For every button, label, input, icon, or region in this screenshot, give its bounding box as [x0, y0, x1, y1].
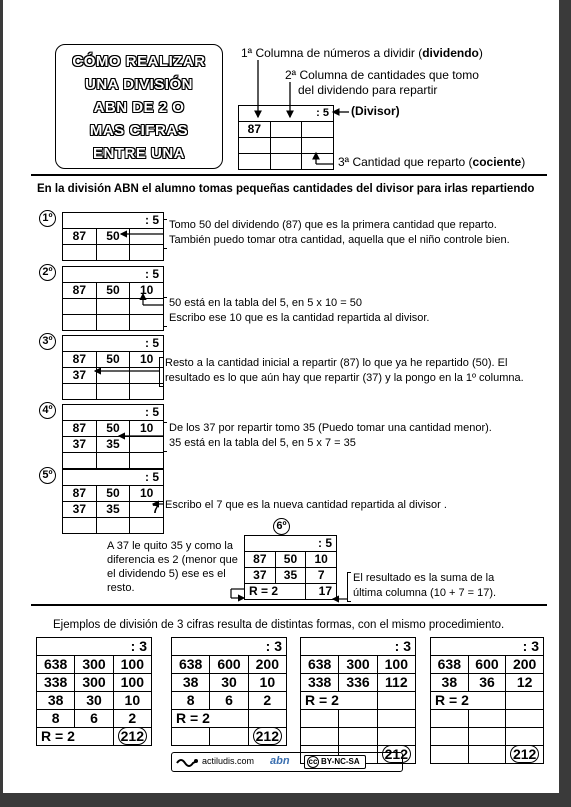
example-4-cell: 600 [468, 656, 506, 674]
step-2-line-1: 50 está en la tabla del 5, en 5 x 10 = 50 [169, 297, 362, 309]
example-4-header: : 3 [431, 638, 544, 656]
title-line-3: ABN DE 2 O [93, 99, 185, 116]
example-2-cell: 30 [210, 674, 248, 692]
example-1-total: 212 [118, 727, 147, 745]
step-2-cell: 50 [96, 283, 130, 299]
step-5-number: 5º [39, 467, 56, 484]
step-5-cell: 37 [63, 502, 97, 518]
example-3-remainder: R = 2 [301, 692, 378, 710]
example-1-cell: 338 [37, 674, 75, 692]
example-1-cell: 38 [37, 692, 75, 710]
example-1-header: : 3 [37, 638, 152, 656]
example-3-cell: 336 [339, 674, 377, 692]
step-6-left-line-1: A 37 le quito 35 y como la [107, 540, 233, 552]
example-1-cell: 6 [75, 710, 113, 728]
step-1-line-2: También puedo tomar otra cantidad, aquella que el niño controle bien. [169, 234, 510, 246]
example-4-remainder: R = 2 [431, 692, 506, 710]
step-4-cell: 37 [63, 437, 97, 453]
step-5-cell: 10 [130, 486, 164, 502]
step-2-number: 2º [39, 264, 56, 281]
footer-site: actiludis.com [202, 756, 255, 766]
examples-title: Ejemplos de división de 3 cifras resulta de distintas formas, con el mismo procedimiento. [53, 619, 505, 631]
example-1-table [36, 637, 152, 746]
step-6-cell: 37 [245, 568, 276, 584]
step-3-header: : 5 [63, 336, 164, 352]
step-1-cell: 87 [63, 229, 97, 245]
step-4-header: : 5 [63, 405, 164, 421]
step-6-cell: 50 [275, 552, 306, 568]
example-3-cell: 638 [301, 656, 339, 674]
step-3-line-1: Resto a la cantidad inicial a repartir (87) lo que ya he repartido (50). El [165, 357, 508, 369]
step-4-cell: 50 [96, 421, 130, 437]
step-4-cell: 87 [63, 421, 97, 437]
footer-abn-logo: abn [270, 755, 290, 767]
example-1-cell: 10 [113, 692, 151, 710]
step-3-cell: 10 [130, 352, 164, 368]
cc-icon: cc [308, 757, 318, 766]
legend-cell-dividend: 87 [239, 122, 271, 138]
example-4-cell: 38 [431, 674, 469, 692]
example-4-table [430, 637, 544, 764]
step-1-line-1: Tomo 50 del dividendo (87) que es la primera cantidad que reparto. [169, 219, 497, 231]
footer-bar [171, 752, 403, 772]
example-2-header: : 3 [172, 638, 287, 656]
snake-logo-icon [176, 755, 198, 768]
example-3-total: 212 [382, 745, 411, 763]
step-2-line-2: Escribo ese 10 que es la cantidad repartida al divisor. [169, 312, 430, 324]
step-6-cell: 87 [245, 552, 276, 568]
step-5-line-1: Escribo el 7 que es la nueva cantidad repartida al divisor . [165, 499, 447, 511]
legend-col1: 1ª Columna de números a dividir (dividendo) [241, 46, 483, 60]
example-1-cell: 30 [75, 692, 113, 710]
step-arrows [3, 190, 559, 610]
step-6-sum: 17 [306, 584, 337, 600]
step-2-header: : 5 [63, 267, 164, 283]
step-3-line-2: resultado es lo que aún hay que repartir (37) y la pongo en la 1º columna. [165, 372, 524, 384]
worksheet-page [3, 0, 559, 793]
step-1-number: 1º [39, 210, 56, 227]
legend-col2-line1: 2ª Columna de cantidades que tomo [285, 68, 479, 82]
example-3-cell: 112 [377, 674, 415, 692]
step-2-cell: 87 [63, 283, 97, 299]
example-3-table [300, 637, 416, 764]
step-1-cell: 50 [96, 229, 130, 245]
step-4-line-1: De los 37 por repartir tomo 35 (Puedo tomar una cantidad menor). [169, 422, 492, 434]
legend-table-header: : 5 [239, 106, 334, 122]
footer-license: BY-NC-SA [321, 757, 360, 766]
step-6-number: 6º [273, 518, 290, 535]
legend-col3: 3ª Cantidad que reparto (cociente) [338, 155, 526, 169]
divider-bottom [31, 604, 547, 606]
step-6-right-line-1: El resultado es la suma de la [353, 572, 495, 584]
footer-license-badge [304, 755, 366, 769]
step-4-line-2: 35 está en la tabla del 5, en 5 x 7 = 35 [169, 437, 356, 449]
example-2-cell: 8 [172, 692, 210, 710]
step-5-cell: 7 [130, 502, 164, 518]
legend-arrows [3, 0, 559, 180]
example-1-remainder: R = 2 [37, 728, 114, 746]
legend-col2-line2: del dividendo para repartir [298, 83, 438, 97]
example-4-cell: 36 [468, 674, 506, 692]
title-line-1: CÓMO REALIZAR [72, 53, 206, 70]
step-4-cell: 10 [130, 421, 164, 437]
step-6-left-line-3: el dividendo 5) ese es el [107, 568, 226, 580]
example-2-cell: 10 [248, 674, 286, 692]
step-5-cell: 35 [96, 502, 130, 518]
step-3-cell: 37 [63, 368, 97, 384]
step-4-cell: 35 [96, 437, 130, 453]
title-line-2: UNA DIVISIÓN [85, 76, 193, 93]
intro-text: En la división ABN el alumno tomas pequeñas cantidades del divisor para irlas repartiendo [37, 183, 535, 195]
step-4-number: 4º [39, 402, 56, 419]
example-2-cell: 38 [172, 674, 210, 692]
step-6-cell: 10 [306, 552, 337, 568]
example-2-cell: 638 [172, 656, 210, 674]
example-2-cell: 200 [248, 656, 286, 674]
example-1-cell: 2 [113, 710, 151, 728]
example-3-cell: 338 [301, 674, 339, 692]
title-line-4: MAS CIFRAS [89, 122, 189, 139]
step-6-remainder: R = 2 [245, 584, 306, 600]
example-4-cell: 638 [431, 656, 469, 674]
example-3-cell: 300 [339, 656, 377, 674]
step-2-cell: 10 [130, 283, 164, 299]
example-2-total: 212 [253, 727, 282, 745]
example-1-cell: 100 [113, 656, 151, 674]
example-2-cell: 2 [248, 692, 286, 710]
example-1-cell: 8 [37, 710, 75, 728]
step-5-cell: 50 [96, 486, 130, 502]
example-3-header: : 3 [301, 638, 416, 656]
step-6-header: : 5 [245, 536, 337, 552]
example-2-remainder: R = 2 [172, 710, 249, 728]
step-3-number: 3º [39, 333, 56, 350]
example-2-cell: 6 [210, 692, 248, 710]
example-1-cell: 300 [75, 674, 113, 692]
divider-top [31, 174, 547, 176]
example-2-table [171, 637, 287, 746]
example-4-cell: 12 [506, 674, 544, 692]
step-5-cell: 87 [63, 486, 97, 502]
example-4-total: 212 [510, 745, 539, 763]
legend-divisor-label: (Divisor) [351, 104, 400, 118]
example-3-cell: 100 [377, 656, 415, 674]
step-6-cell: 7 [306, 568, 337, 584]
title-line-5: ENTRE UNA [92, 145, 185, 162]
example-4-cell: 200 [506, 656, 544, 674]
step-6-right-line-2: última columna (10 + 7 = 17). [353, 587, 497, 599]
step-3-cell: 87 [63, 352, 97, 368]
step-6-left-line-4: resto. [107, 582, 135, 594]
example-1-cell: 638 [37, 656, 75, 674]
example-2-cell: 600 [210, 656, 248, 674]
step-1-header: : 5 [63, 213, 164, 229]
step-3-cell: 50 [96, 352, 130, 368]
example-1-cell: 300 [75, 656, 113, 674]
step-6-cell: 35 [275, 568, 306, 584]
example-1-cell: 100 [113, 674, 151, 692]
step-6-left-line-2: diferencia es 2 (menor que [107, 554, 238, 566]
step-5-header: : 5 [63, 470, 164, 486]
